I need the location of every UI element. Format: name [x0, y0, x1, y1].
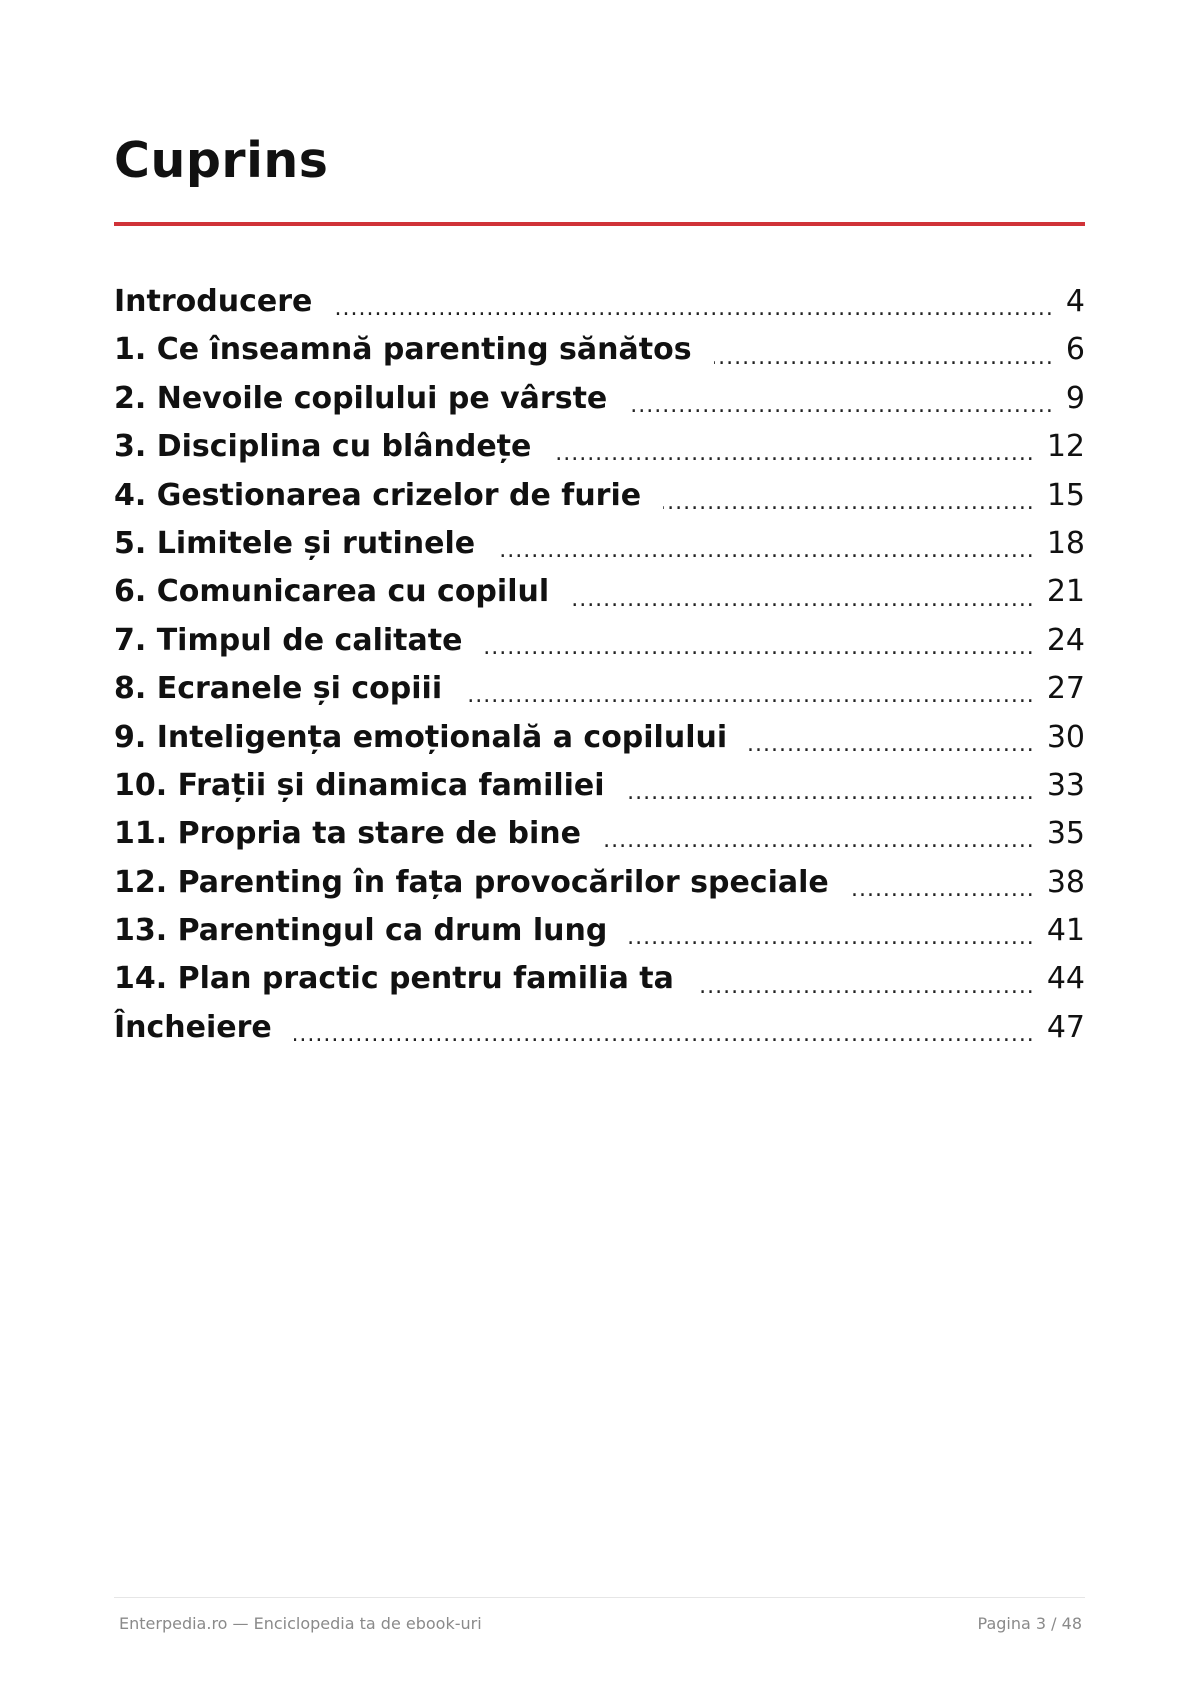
toc-dot-leader	[497, 536, 1035, 566]
toc-entry-chapter-11[interactable]	[114, 810, 1085, 858]
toc-entry-label: 2. Nevoile copilului pe vârste	[114, 380, 608, 416]
toc-entry-page-number: 9	[1065, 380, 1085, 416]
toc-entry-page-number: 30	[1046, 719, 1085, 755]
toc-dot-leader	[749, 730, 1035, 760]
toc-dot-leader	[334, 294, 1054, 324]
toc-entry-chapter-12[interactable]	[114, 859, 1085, 907]
toc-entry-page-number: 18	[1046, 525, 1085, 561]
footer-divider	[114, 1597, 1085, 1598]
toc-entry-chapter-3[interactable]	[114, 423, 1085, 471]
toc-entry-chapter-14[interactable]	[114, 955, 1085, 1003]
toc-entry-label: 3. Disciplina cu blândețe	[114, 429, 532, 465]
toc-entry-introduction[interactable]	[114, 278, 1085, 326]
toc-entry-label: 8. Ecranele și copiii	[114, 671, 443, 707]
toc-dot-leader	[464, 681, 1035, 711]
toc-entry-chapter-8[interactable]	[114, 665, 1085, 713]
toc-entry-page-number: 4	[1065, 284, 1085, 319]
toc-entry-page-number: 15	[1046, 477, 1085, 513]
toc-entry-label: 5. Limitele și rutinele	[114, 525, 476, 561]
toc-entry-page-number: 41	[1046, 913, 1085, 949]
toc-entry-page-number: 21	[1046, 574, 1085, 610]
toc-dot-leader	[484, 633, 1034, 663]
toc-entry-page-number: 44	[1046, 961, 1085, 997]
toc-dot-leader	[851, 875, 1035, 905]
page-title: Cuprins	[114, 132, 329, 189]
toc-entry-page-number: 35	[1046, 816, 1085, 852]
toc-dot-leader	[553, 439, 1034, 469]
toc-entry-chapter-9[interactable]	[114, 714, 1085, 762]
toc-entry-page-number: 12	[1046, 429, 1085, 465]
toc-entry-chapter-4[interactable]	[114, 472, 1085, 520]
title-divider	[114, 222, 1085, 226]
toc-entry-label: 7. Timpul de calitate	[114, 622, 463, 658]
toc-entry-chapter-7[interactable]	[114, 617, 1085, 665]
toc-entry-label: 10. Frații și dinamica familiei	[114, 767, 605, 803]
toc-entry-page-number: 47	[1046, 1009, 1085, 1045]
footer-page-indicator: Pagina 3 / 48	[977, 1614, 1082, 1633]
toc-entry-label: 1. Ce înseamnă parenting sănătos	[114, 332, 692, 368]
toc-entry-page-number: 33	[1046, 767, 1085, 803]
toc-dot-leader	[696, 972, 1035, 1002]
toc-entry-label: 13. Parentingul ca drum lung	[114, 913, 608, 949]
toc-dot-leader	[294, 1020, 1035, 1050]
toc-entry-label: 9. Inteligența emoțională a copilului	[114, 719, 728, 755]
toc-dot-leader	[663, 488, 1035, 518]
toc-dot-leader	[627, 778, 1035, 808]
toc-entry-page-number: 27	[1046, 671, 1085, 707]
toc-entry-chapter-2[interactable]	[114, 375, 1085, 423]
toc-entry-label: Încheiere	[114, 1009, 272, 1045]
toc-entry-label: 11. Propria ta stare de bine	[114, 816, 582, 852]
toc-entry-chapter-1[interactable]	[114, 326, 1085, 374]
toc-dot-leader	[603, 826, 1035, 856]
toc-entry-label: 14. Plan practic pentru familia ta	[114, 961, 674, 997]
toc-entry-label: 6. Comunicarea cu copilul	[114, 574, 550, 610]
toc-entry-label: Introducere	[114, 284, 313, 319]
footer-site-tagline: Enterpedia.ro — Enciclopedia ta de ebook-uri	[119, 1614, 482, 1633]
toc-dot-leader	[629, 391, 1054, 421]
toc-dot-leader	[571, 585, 1035, 615]
toc-entry-chapter-5[interactable]	[114, 520, 1085, 568]
toc-entry-chapter-6[interactable]	[114, 568, 1085, 616]
table-of-contents	[114, 278, 1085, 1052]
toc-entry-conclusion[interactable]	[114, 1004, 1085, 1052]
toc-entry-page-number: 38	[1046, 864, 1085, 900]
toc-entry-label: 12. Parenting în fața provocărilor speciale	[114, 864, 829, 900]
toc-dot-leader	[629, 923, 1034, 953]
toc-entry-chapter-13[interactable]	[114, 907, 1085, 955]
toc-entry-page-number: 6	[1065, 332, 1085, 368]
toc-dot-leader	[714, 343, 1054, 373]
toc-entry-chapter-10[interactable]	[114, 762, 1085, 810]
toc-entry-page-number: 24	[1046, 622, 1085, 658]
toc-entry-label: 4. Gestionarea crizelor de furie	[114, 477, 642, 513]
